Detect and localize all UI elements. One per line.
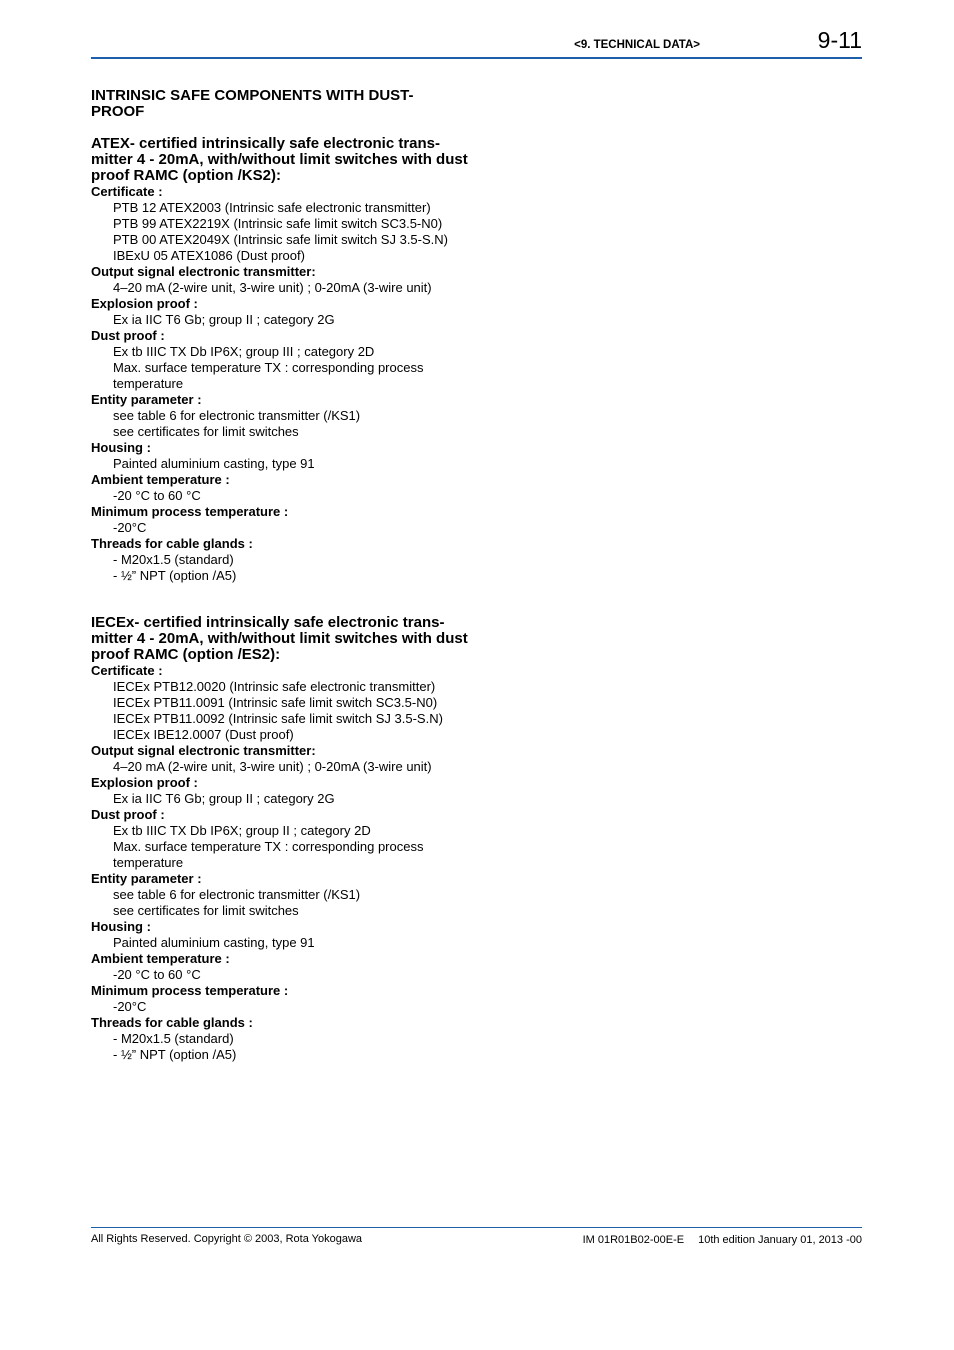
certificate-line: IECEx PTB11.0092 (Intrinsic safe limit switch SJ 3.5-S.N) xyxy=(113,711,443,726)
page-header xyxy=(91,28,862,59)
cable-gland-threads-value: - M20x1.5 (standard) xyxy=(113,552,234,567)
ambient-temperature-value: -20 °C to 60 °C xyxy=(113,967,201,982)
dust-proof-note: Max. surface temperature TX : corresponding process xyxy=(113,839,424,854)
explosion-proof-label: Explosion proof : xyxy=(91,775,198,790)
explosion-proof-label: Explosion proof : xyxy=(91,296,198,311)
cable-gland-threads-value: - ½” NPT (option /A5) xyxy=(113,568,237,583)
dust-proof-value: Ex tb IIIC TX Db IP6X; group II ; category 2D xyxy=(113,823,371,838)
dust-proof-label: Dust proof : xyxy=(91,807,165,822)
housing-label: Housing : xyxy=(91,440,151,455)
certificate-label: Certificate : xyxy=(91,184,163,199)
output-signal-label: Output signal electronic transmitter: xyxy=(91,743,316,758)
explosion-proof-value: Ex ia IIC T6 Gb; group II ; category 2G xyxy=(113,312,335,327)
atex-block xyxy=(91,136,471,584)
dust-proof-label: Dust proof : xyxy=(91,328,165,343)
edition-info: 10th edition January 01, 2013 -00 xyxy=(698,1234,862,1246)
entity-parameter-value: see table 6 for electronic transmitter (/KS1) xyxy=(113,887,361,902)
dust-proof-value: Ex tb IIIC TX Db IP6X; group III ; category 2D xyxy=(113,344,375,359)
main-title: INTRINSIC SAFE COMPONENTS WITH DUST-PROOF xyxy=(91,87,414,120)
entity-parameter-value: see table 6 for electronic transmitter (/KS1) xyxy=(113,408,361,423)
output-signal-value: 4–20 mA (2-wire unit, 3-wire unit) ; 0-20mA (3-wire unit) xyxy=(113,280,432,295)
certificate-line: PTB 12 ATEX2003 (Intrinsic safe electronic transmitter) xyxy=(113,200,431,215)
certificate-line: PTB 00 ATEX2049X (Intrinsic safe limit switch SJ 3.5-S.N) xyxy=(113,232,448,247)
page-footer xyxy=(91,1227,862,1246)
min-process-temperature-value: -20°C xyxy=(113,520,147,535)
certificate-line: IECEx PTB11.0091 (Intrinsic safe limit switch SC3.5-N0) xyxy=(113,695,438,710)
min-process-temperature-label: Minimum process temperature : xyxy=(91,983,289,998)
ambient-temperature-value: -20 °C to 60 °C xyxy=(113,488,201,503)
explosion-proof-value: Ex ia IIC T6 Gb; group II ; category 2G xyxy=(113,791,335,806)
cable-gland-threads-label: Threads for cable glands : xyxy=(91,1015,253,1030)
housing-label: Housing : xyxy=(91,919,151,934)
certificate-label: Certificate : xyxy=(91,663,163,678)
certificate-line: PTB 99 ATEX2219X (Intrinsic safe limit switch SC3.5-N0) xyxy=(113,216,443,231)
cable-gland-threads-value: - M20x1.5 (standard) xyxy=(113,1031,234,1046)
iecex-title: IECEx- certified intrinsically safe electronic trans-mitter 4 - 20mA, with/without limit switches with dust proof RAMC (option /ES2): xyxy=(91,614,468,663)
output-signal-value: 4–20 mA (2-wire unit, 3-wire unit) ; 0-20mA (3-wire unit) xyxy=(113,759,432,774)
ambient-temperature-label: Ambient temperature : xyxy=(91,472,230,487)
page-number: 9-11 xyxy=(817,27,862,53)
output-signal-label: Output signal electronic transmitter: xyxy=(91,264,316,279)
cable-gland-threads-value: - ½” NPT (option /A5) xyxy=(113,1047,237,1062)
entity-parameter-label: Entity parameter : xyxy=(91,392,202,407)
min-process-temperature-value: -20°C xyxy=(113,999,147,1014)
dust-proof-note: temperature xyxy=(113,376,184,391)
dust-proof-note: Max. surface temperature TX : corresponding process xyxy=(113,360,424,375)
cable-gland-threads-label: Threads for cable glands : xyxy=(91,536,253,551)
header-section-title: <9. TECHNICAL DATA> xyxy=(574,39,700,51)
ambient-temperature-label: Ambient temperature : xyxy=(91,951,230,966)
housing-value: Painted aluminium casting, type 91 xyxy=(113,935,315,950)
certificate-line: IBExU 05 ATEX1086 (Dust proof) xyxy=(113,248,305,263)
entity-parameter-value: see certificates for limit switches xyxy=(113,424,299,439)
document-id: IM 01R01B02-00E-E xyxy=(582,1234,685,1246)
main-content xyxy=(91,88,471,1063)
entity-parameter-value: see certificates for limit switches xyxy=(113,903,299,918)
min-process-temperature-label: Minimum process temperature : xyxy=(91,504,289,519)
certificate-line: IECEx PTB12.0020 (Intrinsic safe electronic transmitter) xyxy=(113,679,436,694)
atex-title: ATEX- certified intrinsically safe electronic trans-mitter 4 - 20mA, with/without limit switches with dust proof RAMC (option /KS2): xyxy=(91,135,468,184)
iecex-block xyxy=(91,615,471,1063)
entity-parameter-label: Entity parameter : xyxy=(91,871,202,886)
housing-value: Painted aluminium casting, type 91 xyxy=(113,456,315,471)
document-info xyxy=(583,1234,862,1246)
copyright-notice: All Rights Reserved. Copyright © 2003, Rota Yokogawa xyxy=(91,1233,363,1245)
certificate-line: IECEx IBE12.0007 (Dust proof) xyxy=(113,727,294,742)
dust-proof-note: temperature xyxy=(113,855,184,870)
